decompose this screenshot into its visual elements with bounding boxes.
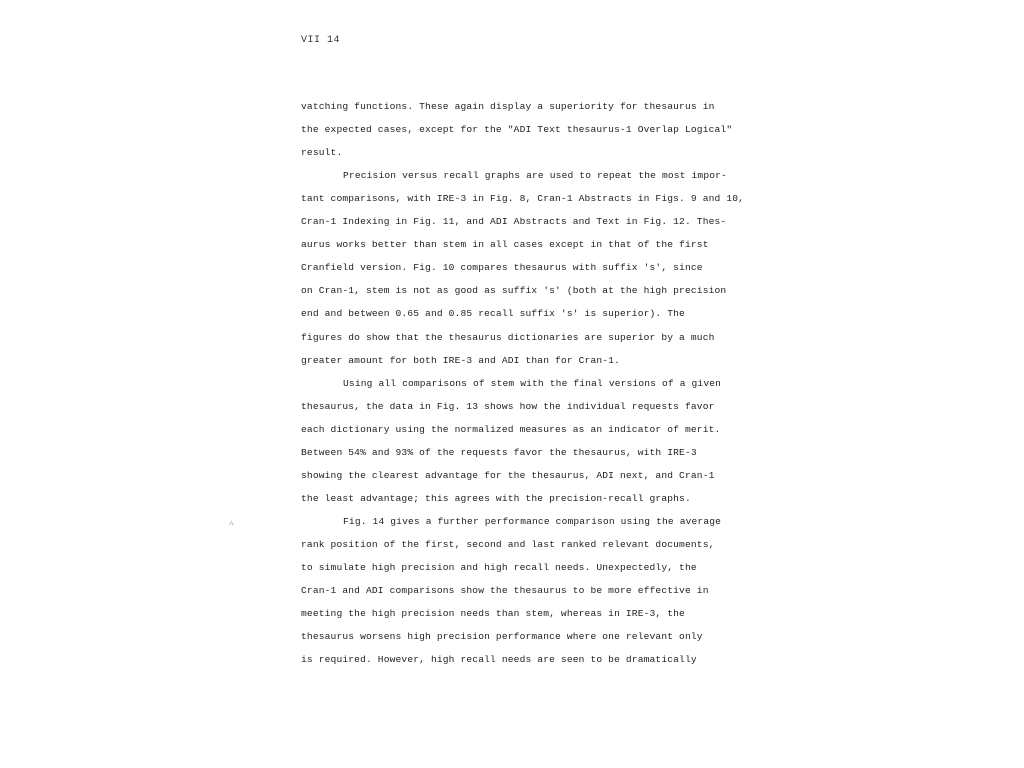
text-line: meeting the high precision needs than stem, whereas in IRE-3, the — [301, 608, 685, 619]
text-line: showing the clearest advantage for the thesaurus, ADI next, and Cran-1 — [301, 470, 715, 481]
text-line: Cran-1 and ADI comparisons show the thesaurus to be more effective in — [301, 585, 709, 596]
text-line: vatching functions. These again display a superiority for thesaurus in — [301, 101, 715, 112]
text-line: Between 54% and 93% of the requests favor the thesaurus, with IRE-3 — [301, 447, 697, 458]
margin-mark: ^ — [229, 521, 234, 530]
text-line: end and between 0.65 and 0.85 recall suffix 's' is superior). The — [301, 308, 685, 319]
text-line: rank position of the first, second and last ranked relevant documents, — [301, 539, 715, 550]
text-line: is required. However, high recall needs are seen to be dramatically — [301, 654, 697, 665]
text-line: tant comparisons, with IRE-3 in Fig. 8, Cran-1 Abstracts in Figs. 9 and 10, — [301, 193, 745, 204]
text-line: figures do show that the thesaurus dictionaries are superior by a much — [301, 332, 715, 343]
text-line: to simulate high precision and high recall needs. Unexpectedly, the — [301, 562, 697, 573]
text-line: the expected cases, except for the "ADI Text thesaurus-1 Overlap Logical" — [301, 124, 733, 135]
text-line: Cranfield version. Fig. 10 compares thesaurus with suffix 's', since — [301, 262, 703, 273]
text-line: thesaurus worsens high precision performance where one relevant only — [301, 631, 703, 642]
text-line: result. — [301, 147, 343, 158]
text-line: Using all comparisons of stem with the final versions of a given — [343, 378, 722, 389]
text-line: thesaurus, the data in Fig. 13 shows how the individual requests favor — [301, 401, 715, 412]
page-number-header: VII 14 — [301, 35, 341, 46]
text-line: on Cran-1, stem is not as good as suffix 's' (both at the high precision — [301, 285, 727, 296]
text-line: Precision versus recall graphs are used to repeat the most impor- — [343, 170, 727, 181]
text-line: greater amount for both IRE-3 and ADI than for Cran-1. — [301, 355, 620, 366]
text-line: Fig. 14 gives a further performance comparison using the average — [343, 516, 722, 527]
text-line: aurus works better than stem in all cases except in that of the first — [301, 239, 709, 250]
text-line: the least advantage; this agrees with the precision-recall graphs. — [301, 493, 691, 504]
text-line: Cran-1 Indexing in Fig. 11, and ADI Abstracts and Text in Fig. 12. Thes- — [301, 216, 727, 227]
text-line: each dictionary using the normalized measures as an indicator of merit. — [301, 424, 721, 435]
